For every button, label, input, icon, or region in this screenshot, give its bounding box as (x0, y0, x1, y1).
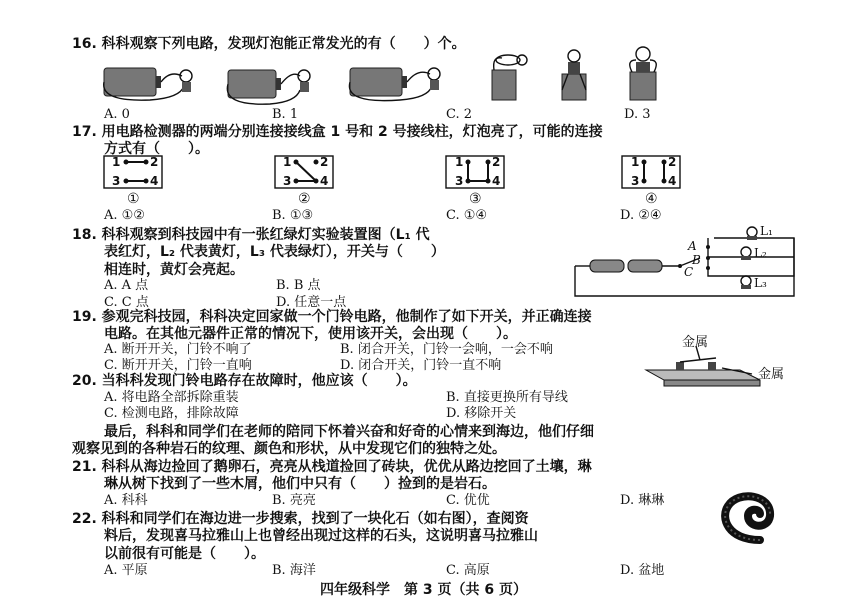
q19-option-b[interactable]: B. 闭合开关，门铃一会响，一会不响 (340, 342, 553, 357)
q18-line3: 相连时，黄灯会亮起。 (104, 262, 244, 278)
q17-option-c[interactable]: C. ①④ (446, 208, 488, 223)
q16-option-b[interactable]: B. 1 (272, 107, 299, 122)
diagram-point-a: A (688, 239, 697, 253)
q22-option-b[interactable]: B. 海洋 (272, 563, 316, 578)
diagram-label-l3: L₃ (754, 276, 767, 290)
q16-option-d[interactable]: D. 3 (624, 107, 651, 122)
box1-terminal-4: 4 (150, 174, 159, 188)
q17-option-d[interactable]: D. ②④ (620, 208, 662, 223)
q20-option-d[interactable]: D. 移除开关 (446, 406, 517, 421)
page-footer: 四年级科学 第 3 页（共 6 页） (320, 582, 527, 598)
box-label-3: ③ (469, 191, 482, 207)
box1-terminal-3: 3 (112, 174, 121, 188)
q19-option-a[interactable]: A. 断开开关，门铃不响了 (104, 342, 252, 357)
q16-stem: 16. 科科观察下列电路，发现灯泡能正常发光的有（ ）个。 (72, 36, 466, 52)
q20-stem: 20. 当科科发现门铃电路存在故障时，他应该（ ）。 (72, 373, 417, 389)
q18-line2: 表红灯，L₂ 代表黄灯，L₃ 代表绿灯），开关与（ ） (104, 244, 445, 260)
q20-option-a[interactable]: A. 将电路全部拆除重装 (104, 390, 239, 405)
diagram-point-b: B (692, 253, 701, 267)
box1-terminal-2: 2 (150, 155, 159, 169)
q17-option-a[interactable]: A. ①② (104, 208, 145, 223)
q22-option-c[interactable]: C. 高原 (446, 563, 490, 578)
switch-label-metal-top: 金属 (682, 335, 709, 350)
q20-option-c[interactable]: C. 检测电路，排除故障 (104, 406, 239, 421)
box4-terminal-2: 2 (668, 155, 677, 169)
q19-option-d[interactable]: D. 闭合开关，门铃一直不响 (340, 358, 502, 373)
box2-terminal-2: 2 (320, 155, 329, 169)
q20-option-b[interactable]: B. 直接更换所有导线 (446, 390, 568, 405)
diagram-point-c: C (684, 265, 694, 279)
box3-terminal-4: 4 (492, 174, 501, 188)
box4-terminal-3: 3 (631, 174, 640, 188)
q16-option-a[interactable]: A. 0 (104, 107, 130, 122)
box4-terminal-1: 1 (631, 155, 640, 169)
q22-option-d[interactable]: D. 盆地 (620, 563, 665, 578)
box3-terminal-2: 2 (492, 155, 501, 169)
box-label-4: ④ (645, 191, 658, 207)
box4-terminal-4: 4 (668, 174, 677, 188)
q18-option-a[interactable]: A. A 点 (104, 278, 149, 293)
q17-stem-line1: 17. 用电路检测器的两端分别连接接线盒 1 号和 2 号接线柱，灯泡亮了，可能的连接 (72, 124, 603, 140)
q18-option-d[interactable]: D. 任意一点 (276, 295, 347, 310)
q22-line1: 22. 科科和同学们在海边进一步搜索，找到了一块化石（如右图），查阅资 (72, 511, 529, 527)
q18-option-c[interactable]: C. C 点 (104, 295, 149, 310)
box1-terminal-1: 1 (112, 155, 121, 169)
diagram-label-l2: L₂ (754, 246, 767, 260)
q16-option-c[interactable]: C. 2 (446, 107, 473, 122)
q21-option-d[interactable]: D. 琳琳 (620, 493, 665, 508)
box2-terminal-4: 4 (320, 174, 329, 188)
q19-option-c[interactable]: C. 断开开关，门铃一直响 (104, 358, 252, 373)
passage-line2: 观察见到的各种岩石的纹理、颜色和形状，从中发现它们的独特之处。 (72, 441, 506, 457)
q17-stem-line2: 方式有（ ）。 (104, 141, 209, 157)
diagram-label-l1: L₁ (760, 224, 773, 238)
q19-line2: 电路。在其他元器件正常的情况下，使用该开关，会出现（ ）。 (104, 326, 517, 342)
switch-label-metal-right: 金属 (758, 367, 785, 382)
q22-line3: 以前很有可能是（ ）。 (104, 546, 265, 562)
q17-option-b[interactable]: B. ①③ (272, 208, 314, 223)
passage-line1: 最后，科科和同学们在老师的陪同下怀着兴奋和好奇的心情来到海边，他们仔细 (104, 424, 594, 440)
q21-option-b[interactable]: B. 亮亮 (272, 493, 316, 508)
q19-line1: 19. 参观完科技园，科科决定回家做一个门铃电路，他制作了如下开关，并正确连接 (72, 309, 592, 325)
box2-terminal-1: 1 (283, 155, 292, 169)
box3-terminal-1: 1 (455, 155, 464, 169)
q22-option-a[interactable]: A. 平原 (104, 563, 148, 578)
q18-line1: 18. 科科观察到科技园中有一张红绿灯实验装置图（L₁ 代 (72, 227, 430, 243)
box3-terminal-3: 3 (455, 174, 464, 188)
q22-line2: 料后，发现喜马拉雅山上也曾经出现过这样的石头，这说明喜马拉雅山 (104, 528, 538, 544)
q21-option-c[interactable]: C. 优优 (446, 493, 490, 508)
q18-option-b[interactable]: B. B 点 (276, 278, 321, 293)
box2-terminal-3: 3 (283, 174, 292, 188)
q21-line2: 琳从树下找到了一些木屑，他们中只有（ ）捡到的是岩石。 (104, 476, 496, 492)
box-label-2: ② (298, 191, 311, 207)
q21-option-a[interactable]: A. 科科 (104, 493, 148, 508)
q21-line1: 21. 科科从海边捡回了鹅卵石，亮亮从栈道捡回了砖块，优优从路边挖回了土壤，琳 (72, 459, 592, 475)
box-label-1: ① (127, 191, 140, 207)
